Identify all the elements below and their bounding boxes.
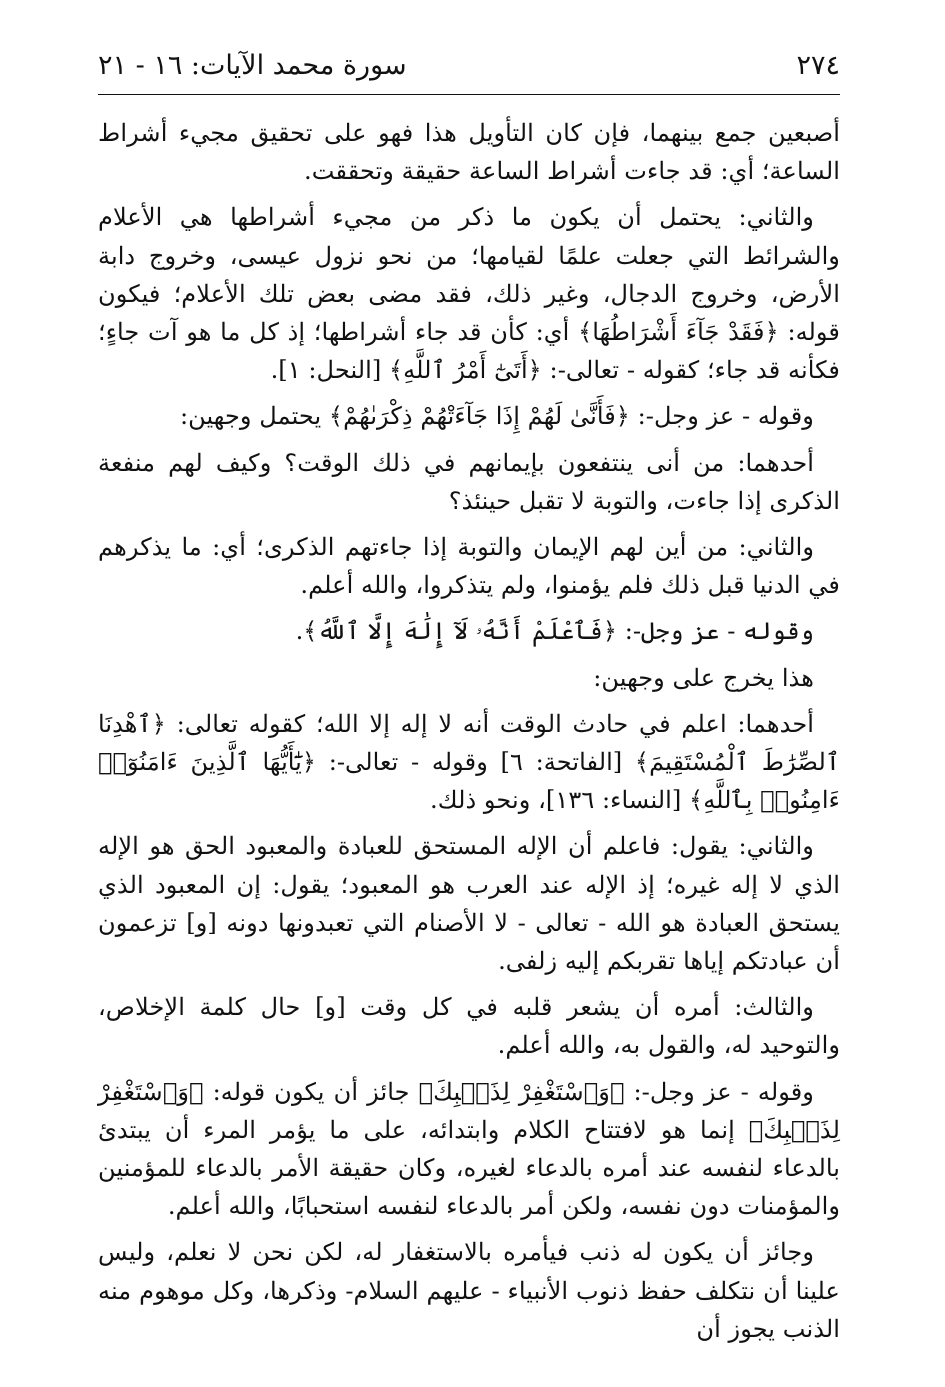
paragraph-3 [98, 397, 840, 435]
paragraph-text: وقوله - عز وجل-: ﴿وَٱسْتَغْفِرْ لِذَنۢبِكَ﴾ جائز أن يكون قوله: ﴿وَٱسْتَغْفِرْ لِذَنۢبِكَ﴾ إنما هو لافتتاح الكلام وابتدائه، على ما يؤمر المرء أن يبتدئ بالدعاء لنفسه عند أمره بالدعاء لغيره، وكان حقيقة الأمر بالدعاء للمؤمنين والمؤمنات دون نفسه، ولكن أمر بالدعاء لنفسه استحبابًا، والله أعلم. [98, 1077, 840, 1221]
paragraph-text: أصبعين جمع بينهما، فإن كان التأويل هذا فهو على تحقيق مجيء أشراط الساعة؛ أي: قد جاءت أشراط الساعة حقيقة وتحققت. [98, 119, 840, 186]
running-title: سورة محمد الآيات: ١٦ - ٢١ [98, 50, 407, 81]
paragraph-9 [98, 827, 840, 980]
paragraph-1 [98, 114, 840, 190]
page-header [98, 44, 840, 95]
paragraph-7 [98, 659, 840, 697]
paragraph-text: وقوله - عز وجل-: ﴿فَٱعْلَمْ أَنَّهُۥ لَآ إِلَٰهَ إِلَّا ٱللَّهُ﴾. [295, 617, 814, 646]
page-number: ٢٧٤ [796, 50, 840, 81]
paragraph-text: وقوله - عز وجل-: ﴿فَأَنَّىٰ لَهُمْ إِذَا جَآءَتْهُمْ ذِكْرَىٰهُمْ﴾ يحتمل وجهين: [179, 402, 814, 431]
paragraph-2 [98, 198, 840, 389]
paragraph-text: والثاني: يقول: فاعلم أن الإله المستحق للعبادة والمعبود الحق هو الإله الذي لا إله غيره؛ إذ الإله عند العرب هو المعبود؛ يقول: إن المعبود الذي يستحق العبادة هو الله - تعالى - لا الأصنام التي تعبدونها دونه [و] تزعمون أن عبادتكم إياها تقربكم إليه زلفى. [98, 832, 840, 976]
paragraph-text: وجائز أن يكون له ذنب فيأمره بالاستغفار له، لكن نحن لا نعلم، وليس علينا أن نتكلف حفظ ذنوب الأنبياء - عليهم السلام- وذكرها، وكل موهوم منه الذنب يجوز أن [98, 1238, 840, 1343]
paragraph-text: أحدهما: اعلم في حادث الوقت أنه لا إله إلا الله؛ كقوله تعالى: ﴿ٱهْدِنَا ٱلصِّرَٰطَ ٱلْمُسْتَقِيمَ﴾ [الفاتحة: ٦] وقوله - تعالى-: ﴿يَٰٓأَيُّهَا ٱلَّذِينَ ءَامَنُوٓا۟ ءَامِنُوا۟ بِٱللَّهِ﴾ [النساء: ١٣٦]، ونحو ذلك. [98, 709, 840, 815]
paragraph-11 [98, 1073, 840, 1226]
page-body [98, 114, 840, 1356]
paragraph-text: أحدهما: من أنى ينتفعون بإيمانهم في ذلك الوقت؟ وكيف لهم منفعة الذكرى إذا جاءت، والتوبة لا تقبل حينئذ؟ [98, 448, 840, 515]
paragraph-4 [98, 444, 840, 520]
paragraph-6 [98, 612, 840, 650]
paragraph-12 [98, 1233, 840, 1348]
paragraph-text: والثاني: من أين لهم الإيمان والتوبة إذا جاءتهم الذكرى؛ أي: ما يذكرهم في الدنيا قبل ذلك فلم يؤمنوا، ولم يتذكروا، والله أعلم. [98, 533, 840, 600]
paragraph-10 [98, 988, 840, 1064]
paragraph-5 [98, 528, 840, 604]
paragraph-8 [98, 705, 840, 820]
paragraph-text: والثالث: أمره أن يشعر قلبه في كل وقت [و] حال كلمة الإخلاص، والتوحيد له، والقول به، والله أعلم. [98, 993, 840, 1060]
paragraph-text: والثاني: يحتمل أن يكون ما ذكر من مجيء أشراطها هي الأعلام والشرائط التي جعلت علمًا لقيامها؛ من نحو نزول عيسى، وخروج دابة الأرض، وخروج الدجال، وغير ذلك، فقد مضى بعض تلك الأعلام؛ فيكون قوله: ﴿فَقَدْ جَآءَ أَشْرَاطُهَا﴾ أي: كأن قد جاء أشراطها؛ إذ كل ما هو آت جاءٍ؛ فكأنه قد جاء؛ كقوله - تعالى-: ﴿أَتَىٰٓ أَمْرُ ٱللَّهِ﴾ [النحل: ١]. [98, 203, 840, 385]
paragraph-text: هذا يخرج على وجهين: [593, 663, 814, 692]
